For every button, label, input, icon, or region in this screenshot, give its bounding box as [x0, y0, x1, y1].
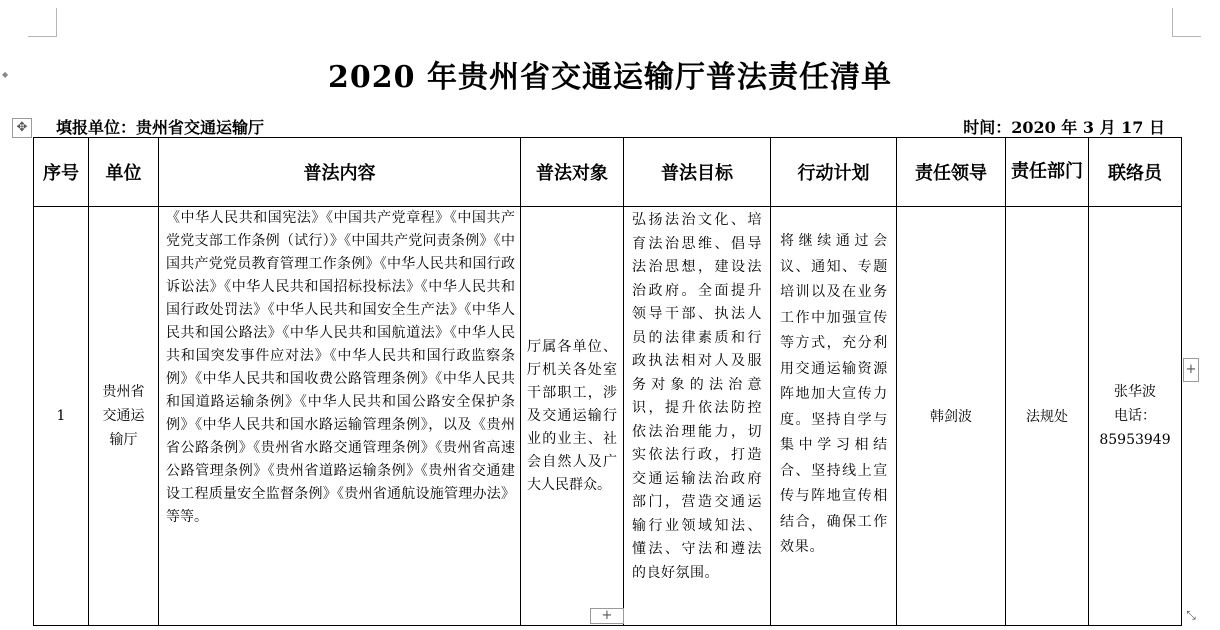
cell-leader[interactable]: 韩剑波	[897, 207, 1006, 626]
responsibility-table	[33, 137, 1182, 626]
cell-content[interactable]: 《中华人民共和国宪法》《中国共产党章程》《中国共产党党支部工作条例（试行）》《中国共产党问责条例》《中国共产党党员教育管理工作条例》《中华人民共和国行政诉讼法》《中华人民共和国招标投标法》《中华人民共和国行政处罚法》《中华人民共和国安全生产法》《中华人民共和国公路法》《中华人民共和国航道法》《中华人民共和国突发事件应对法》《中华人民共和国行政监察条例》《中华人民共和国收费公路管理条例》《中华人民共和国道路运输条例》《中华人民共和国公路安全保护条例》《中华人民共和国水路运输管理条例》，以及《贵州省公路条例》《贵州省水路交通管理条例》《贵州省高速公路管理条例》《贵州省道路运输条例》《贵州省交通建设工程质量安全监督条例》《贵州省通航设施管理办法》等等。	[159, 207, 521, 626]
header-plan: 行动计划	[771, 138, 897, 207]
cell-contact[interactable]	[1089, 207, 1182, 626]
header-department: 责任部门	[1006, 138, 1089, 207]
cell-index[interactable]: 1	[34, 207, 89, 626]
cell-target[interactable]: 厅属各单位、厅机关各处室干部职工，涉及交通运输行业的业主、社会自然人及广大人民群众。	[521, 207, 624, 626]
document-title: 2020 年贵州省交通运输厅普法责任清单	[328, 60, 892, 95]
header-goal: 普法目标	[624, 138, 771, 207]
table-row	[34, 207, 1182, 626]
add-column-button[interactable]: +	[1183, 358, 1199, 382]
cell-unit[interactable]: 贵州省交通运输厅	[89, 207, 159, 626]
header-target: 普法对象	[521, 138, 624, 207]
header-unit: 单位	[89, 138, 159, 207]
page-corner-marker-top-right	[1172, 8, 1201, 37]
header-content: 普法内容	[159, 138, 521, 207]
contact-name: 张华波	[1114, 384, 1156, 400]
report-date: 时间：2020 年 3 月 17 日	[963, 118, 1165, 137]
contact-phone: 85953949	[1099, 432, 1171, 448]
add-row-button[interactable]: +	[590, 608, 624, 624]
table-header-row	[34, 138, 1182, 207]
header-index: 序号	[34, 138, 89, 207]
table-resize-handle-icon[interactable]: ⤡	[1186, 608, 1196, 622]
header-contact: 联络员	[1089, 138, 1182, 207]
cell-goal[interactable]: 弘扬法治文化、培育法治思维、倡导法治思想，建设法治政府。全面提升领导干部、执法人员的法律素质和行政执法相对人及服务对象的法治意识，提升依法防控依法治理能力，切实依法行政，打造交通运输法治政府部门，营造交通运输行业领域知法、懂法、守法和遵法的良好氛围。	[624, 207, 771, 626]
reporting-unit: 填报单位：贵州省交通运输厅	[56, 118, 265, 137]
ruler-indent-marker-icon: ◆	[2, 70, 9, 79]
contact-phone-label: 电话：	[1114, 408, 1156, 424]
table-move-handle-icon[interactable]: ✥	[12, 118, 32, 138]
page-corner-marker-top-left	[28, 8, 57, 37]
header-leader: 责任领导	[897, 138, 1006, 207]
cell-department[interactable]: 法规处	[1006, 207, 1089, 626]
cell-plan[interactable]: 将继续通过会议、通知、专题培训以及在业务工作中加强宣传等方式，充分利用交通运输资源阵地加大宣传力度。坚持自学与集中学习相结合、坚持线上宣传与阵地宣传相结合，确保工作效果。	[771, 207, 897, 626]
